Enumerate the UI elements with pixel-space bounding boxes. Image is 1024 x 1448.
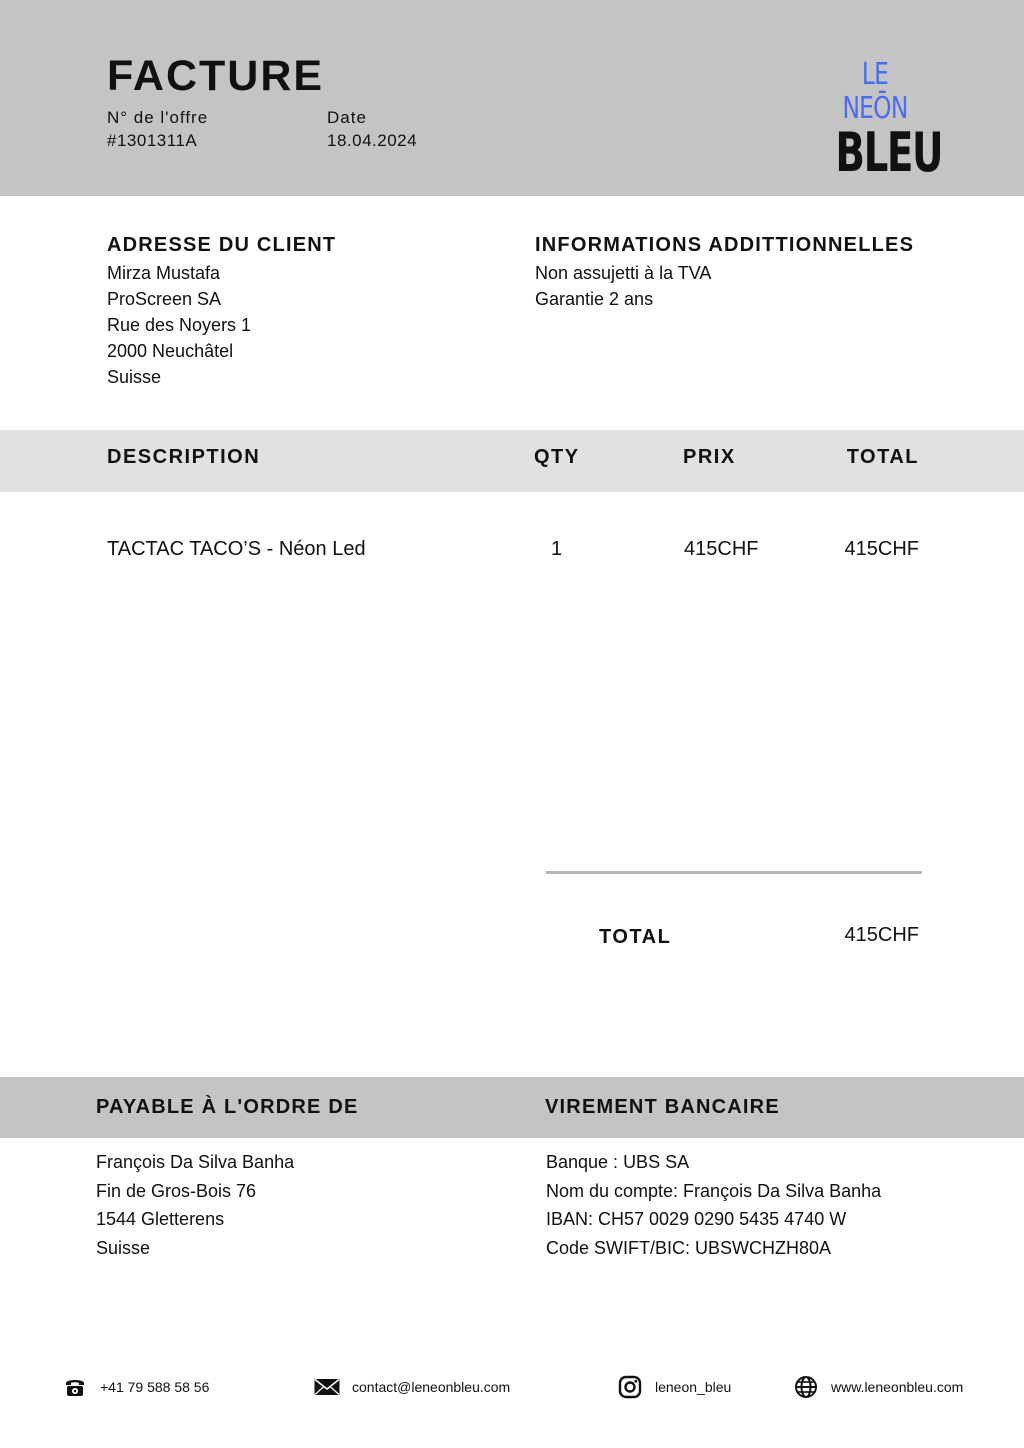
instagram-handle: leneon_bleu	[655, 1379, 732, 1395]
total-divider	[546, 871, 922, 874]
client-name: Mirza Mustafa	[107, 263, 221, 283]
phone-number: +41 79 588 58 56	[100, 1379, 210, 1395]
envelope-icon	[314, 1374, 340, 1400]
client-street: Rue des Noyers 1	[107, 315, 252, 335]
payable-heading: PAYABLE À L'ORDRE DE	[96, 1096, 359, 1118]
logo-line-1: LE NEŌN	[842, 57, 908, 126]
payee-country: Suisse	[96, 1237, 151, 1258]
column-header-total: TOTAL	[846, 446, 919, 468]
bank-details	[546, 1148, 881, 1262]
additional-info	[535, 260, 711, 312]
website-url: www.leneonbleu.com	[831, 1379, 964, 1395]
account-name: Nom du compte: François Da Silva Banha	[546, 1180, 882, 1201]
offer-number-label: N° de l'offre	[107, 108, 209, 127]
vat-note: Non assujetti à la TVA	[535, 263, 712, 283]
payee-name: François Da Silva Banha	[96, 1152, 295, 1172]
phone-icon	[62, 1374, 88, 1400]
contact-email	[314, 1373, 510, 1401]
bank-transfer-heading: VIREMENT BANCAIRE	[545, 1096, 780, 1118]
client-address-heading: ADRESSE DU CLIENT	[107, 234, 337, 256]
contact-website	[793, 1373, 963, 1401]
client-company: ProScreen SA	[107, 289, 222, 309]
column-header-price: PRIX	[683, 446, 736, 468]
offer-number: #1301311A	[107, 131, 198, 150]
payee-city: 1544 Gletterens	[96, 1209, 225, 1229]
date-value: 18.04.2024	[327, 131, 418, 150]
email-address: contact@leneonbleu.com	[352, 1379, 511, 1395]
row-price: 415CHF	[684, 538, 759, 560]
row-qty: 1	[551, 538, 563, 560]
client-city: 2000 Neuchâtel	[107, 341, 234, 361]
swift-bic: Code SWIFT/BIC: UBSWCHZH80A	[546, 1237, 832, 1258]
column-header-qty: QTY	[534, 446, 580, 468]
grand-total-label: TOTAL	[599, 926, 672, 948]
grand-total-value: 415CHF	[844, 924, 919, 946]
payee-street: Fin de Gros-Bois 76	[96, 1180, 257, 1201]
warranty-note: Garantie 2 ans	[535, 289, 654, 309]
row-total: 415CHF	[844, 538, 919, 560]
date-label: Date	[327, 108, 367, 127]
client-address	[107, 260, 251, 390]
additional-info-heading: INFORMATIONS ADDITTIONNELLES	[535, 234, 915, 256]
column-header-description: DESCRIPTION	[107, 446, 261, 468]
payee-address	[96, 1148, 294, 1262]
instagram-icon	[617, 1374, 643, 1400]
row-description: TACTAC TACO’S - Néon Led	[107, 538, 366, 560]
logo-line-2: BLEU	[835, 121, 943, 184]
client-country: Suisse	[107, 367, 162, 387]
contact-phone	[62, 1373, 209, 1401]
globe-icon	[793, 1374, 819, 1400]
iban: IBAN: CH57 0029 0290 5435 4740 W	[546, 1209, 847, 1229]
company-logo	[820, 57, 943, 184]
bank-name: Banque : UBS SA	[546, 1152, 690, 1172]
invoice-title: FACTURE	[107, 52, 325, 100]
contact-instagram	[617, 1373, 731, 1401]
